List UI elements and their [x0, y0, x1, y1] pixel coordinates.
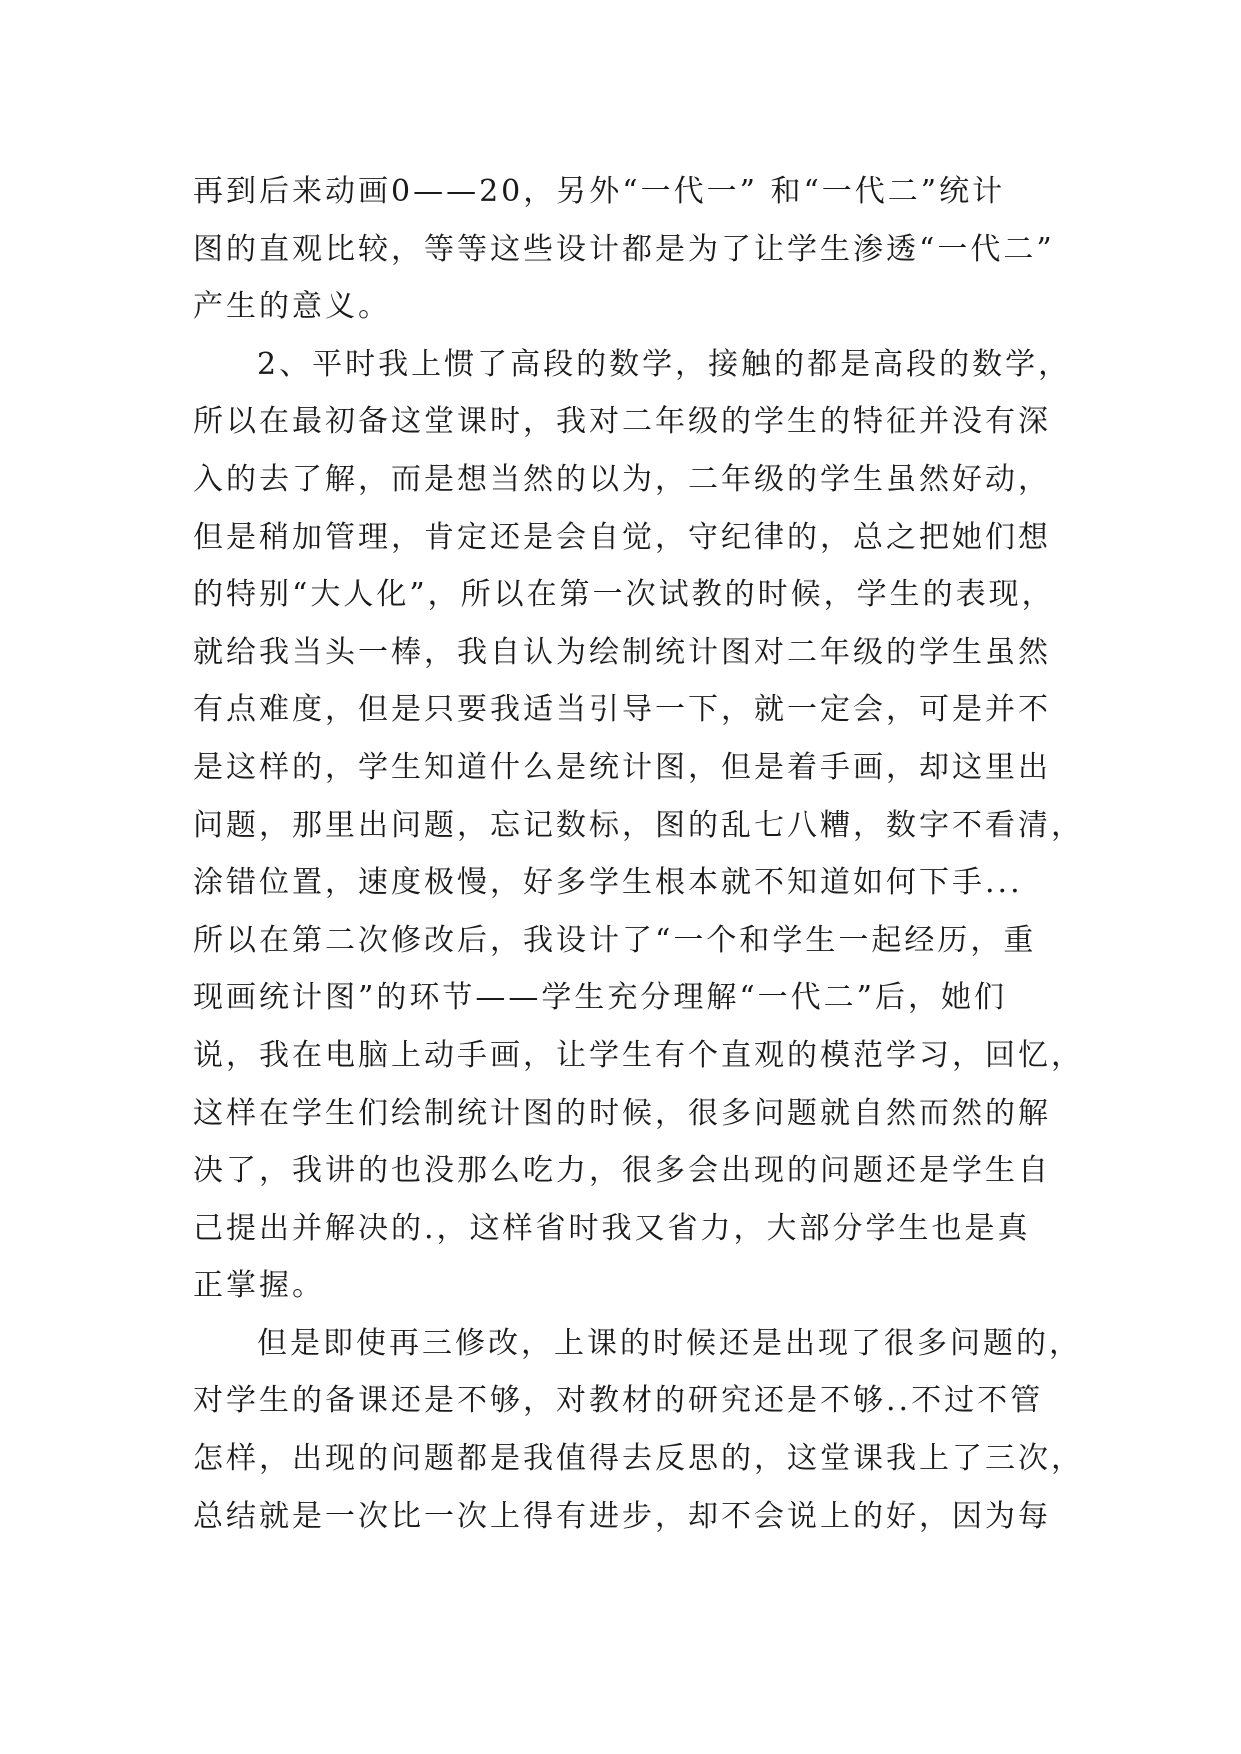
paragraph-start-line: 但是即使再三修改，上课的时候还是出现了很多问题的， — [257, 1325, 1082, 1361]
text-line: 说，我在电脑上动手画，让学生有个直观的模范学习，回忆， — [193, 1037, 1084, 1073]
document-body — [193, 163, 1084, 1545]
text-line: 对学生的备课还是不够，对教材的研究还是不够..不过不管 — [193, 1383, 1044, 1419]
text-line: 但是稍加管理，肯定还是会自觉，守纪律的，总之把她们想 — [193, 519, 1051, 555]
text-line: 入的去了解，而是想当然的以为，二年级的学生虽然好动， — [193, 461, 1051, 497]
text-line: 己提出并解决的.，这样省时我又省力，大部分学生也是真 — [193, 1210, 1031, 1246]
text-line: 怎样，出现的问题都是我值得去反思的，这堂课我上了三次， — [193, 1441, 1084, 1477]
text-line: 正掌握。 — [193, 1268, 325, 1304]
text-line: 有点难度，但是只要我适当引导一下，就一定会，可是并不 — [193, 692, 1051, 728]
text-line: 再到后来动画0——20，另外“一代一” 和“一代二”统计 — [193, 174, 1006, 209]
paragraph-start-line: 2、平时我上惯了高段的数学，接触的都是高段的数学， — [257, 346, 1072, 382]
text-line: 所以在第二次修改后，我设计了“一个和学生一起经历，重 — [193, 922, 1037, 958]
text-line: 这样在学生们绘制统计图的时候，很多问题就自然而然的解 — [193, 1095, 1051, 1131]
text-line: 所以在最初备这堂课时，我对二年级的学生的特征并没有深 — [193, 404, 1051, 440]
text-line: 总结就是一次比一次上得有进步，却不会说上的好，因为每 — [193, 1498, 1051, 1534]
text-line: 现画统计图”的环节——学生充分理解“一代二”后，她们 — [193, 980, 1008, 1016]
text-line: 涂错位置，速度极慢，好多学生根本就不知道如何下手... — [193, 865, 1023, 901]
text-line: 是这样的，学生知道什么是统计图，但是着手画，却这里出 — [193, 749, 1051, 785]
text-line: 就给我当头一棒，我自认为绘制统计图对二年级的学生虽然 — [193, 634, 1051, 670]
text-line: 产生的意义。 — [193, 289, 391, 325]
text-line: 图的直观比较，等等这些设计都是为了让学生渗透“一代二” — [193, 231, 1055, 267]
text-line: 问题，那里出问题，忘记数标，图的乱七八糟，数字不看清， — [193, 807, 1084, 843]
text-line: 决了，我讲的也没那么吃力，很多会出现的问题还是学生自 — [193, 1153, 1051, 1189]
text-line: 的特别“大人化”，所以在第一次试教的时候，学生的表现， — [193, 577, 1055, 613]
